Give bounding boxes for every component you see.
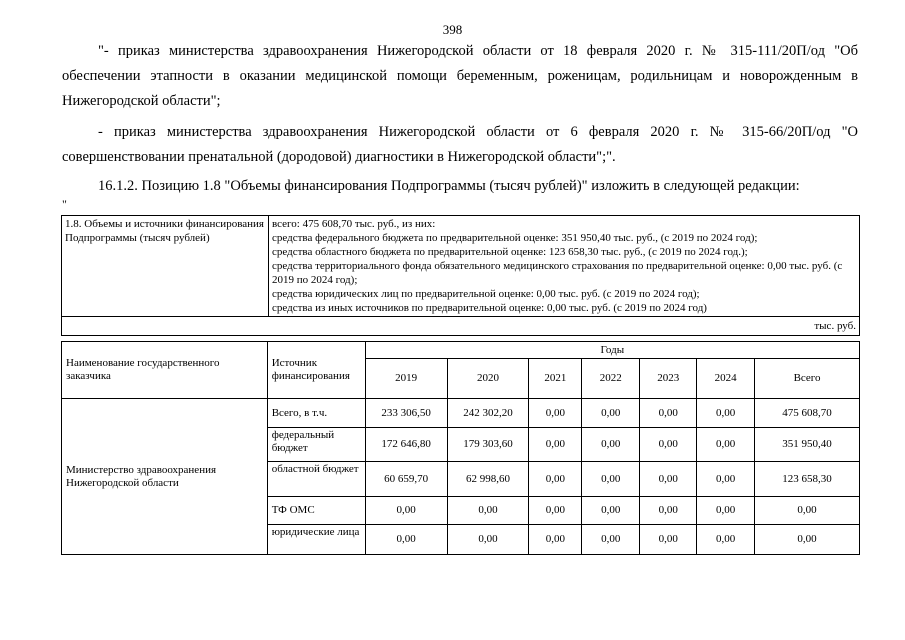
position-line: средства областного бюджета по предварительной оценке: 123 658,30 тыс. руб., (с 2019 по 2024 год.);: [272, 246, 748, 258]
value-cell: 0,00: [365, 497, 447, 525]
value-cell: 0,00: [755, 497, 860, 525]
header-source: Источник финансирования: [267, 342, 365, 399]
value-cell: 0,00: [697, 525, 755, 555]
header-total: Всего: [755, 359, 860, 399]
table-row: [62, 399, 860, 428]
value-cell: 0,00: [697, 399, 755, 428]
value-cell: 0,00: [582, 428, 640, 462]
opening-quote: ": [62, 197, 67, 211]
value-cell: 0,00: [755, 525, 860, 555]
value-cell: 0,00: [529, 497, 582, 525]
position-line: средства федерального бюджета по предварительной оценке: 351 950,40 тыс. руб., (с 2019 по 2024 год);: [272, 232, 758, 244]
value-cell: 0,00: [529, 462, 582, 497]
position-row: [62, 216, 860, 317]
source-cell: Всего, в т.ч.: [267, 399, 365, 428]
header-year: 2023: [640, 359, 697, 399]
header-year: 2021: [529, 359, 582, 399]
unit-label: тыс. руб.: [62, 317, 860, 336]
value-cell: 62 998,60: [447, 462, 529, 497]
value-cell: 242 302,20: [447, 399, 529, 428]
position-line: средства территориального фонда обязательного медицинского страхования по предварительной оценке: 0,00 тыс. руб. (с 2019 по 2024 год);: [272, 260, 843, 286]
value-cell: 0,00: [447, 497, 529, 525]
paragraph-order-1: "- приказ министерства здравоохранения Нижегородской области от 18 февраля 2020 г. № 315-111/20П/од "Об обеспечении этапности в оказании медицинской помощи беременным, роженицам, родильницам и новорожденным в Нижегородской области";: [62, 43, 858, 109]
value-cell: 179 303,60: [447, 428, 529, 462]
header-year: 2022: [582, 359, 640, 399]
position-table: [61, 215, 860, 336]
value-cell: 0,00: [582, 497, 640, 525]
header-row-1: [62, 342, 860, 359]
header-year: 2019: [365, 359, 447, 399]
value-cell: 0,00: [582, 399, 640, 428]
value-cell: 0,00: [697, 497, 755, 525]
value-cell: 0,00: [529, 399, 582, 428]
value-cell: 0,00: [529, 525, 582, 555]
position-line: средства из иных источников по предварительной оценке: 0,00 тыс. руб. (с 2019 по 2024 год): [272, 302, 707, 314]
position-line: всего: 475 608,70 тыс. руб., из них:: [272, 218, 436, 230]
value-cell: 172 646,80: [365, 428, 447, 462]
header-customer: Наименование государственного заказчика: [62, 342, 268, 399]
paragraph-position-1-8: 16.1.2. Позицию 1.8 "Объемы финансирования Подпрограммы (тысяч рублей)" изложить в следующей редакции:: [98, 178, 800, 194]
position-line: средства юридических лиц по предварительной оценке: 0,00 тыс. руб. (с 2019 по 2024 год);: [272, 288, 700, 300]
source-cell: юридические лица: [267, 525, 365, 555]
source-cell: федеральный бюджет: [267, 428, 365, 462]
source-cell: ТФ ОМС: [267, 497, 365, 525]
unit-row: [62, 317, 860, 336]
value-cell: 0,00: [697, 428, 755, 462]
value-cell: 0,00: [640, 428, 697, 462]
value-cell: 0,00: [529, 428, 582, 462]
value-cell: 0,00: [365, 525, 447, 555]
header-year: 2020: [447, 359, 529, 399]
value-cell: 0,00: [640, 399, 697, 428]
value-cell: 0,00: [640, 497, 697, 525]
value-cell: 60 659,70: [365, 462, 447, 497]
value-cell: 0,00: [582, 525, 640, 555]
source-cell: областной бюджет: [267, 462, 365, 497]
value-cell: 0,00: [640, 462, 697, 497]
customer-name: Министерство здравоохранения Нижегородской области: [62, 399, 268, 555]
value-cell: 233 306,50: [365, 399, 447, 428]
value-cell: 475 608,70: [755, 399, 860, 428]
value-cell: 123 658,30: [755, 462, 860, 497]
header-year: 2024: [697, 359, 755, 399]
paragraph-order-2: - приказ министерства здравоохранения Нижегородской области от 6 февраля 2020 г. № 315-66/20П/од "О совершенствовании пренатальной (дородовой) диагностики в Нижегородской области";".: [62, 124, 858, 165]
value-cell: 0,00: [582, 462, 640, 497]
value-cell: 0,00: [640, 525, 697, 555]
value-cell: 0,00: [697, 462, 755, 497]
position-label: 1.8. Объемы и источники финансирования Подпрограммы (тысяч рублей): [62, 216, 269, 317]
position-details: [269, 216, 860, 317]
value-cell: 351 950,40: [755, 428, 860, 462]
finance-table: [61, 341, 860, 555]
header-years: Годы: [365, 342, 859, 359]
value-cell: 0,00: [447, 525, 529, 555]
page-number: 398: [442, 22, 463, 37]
